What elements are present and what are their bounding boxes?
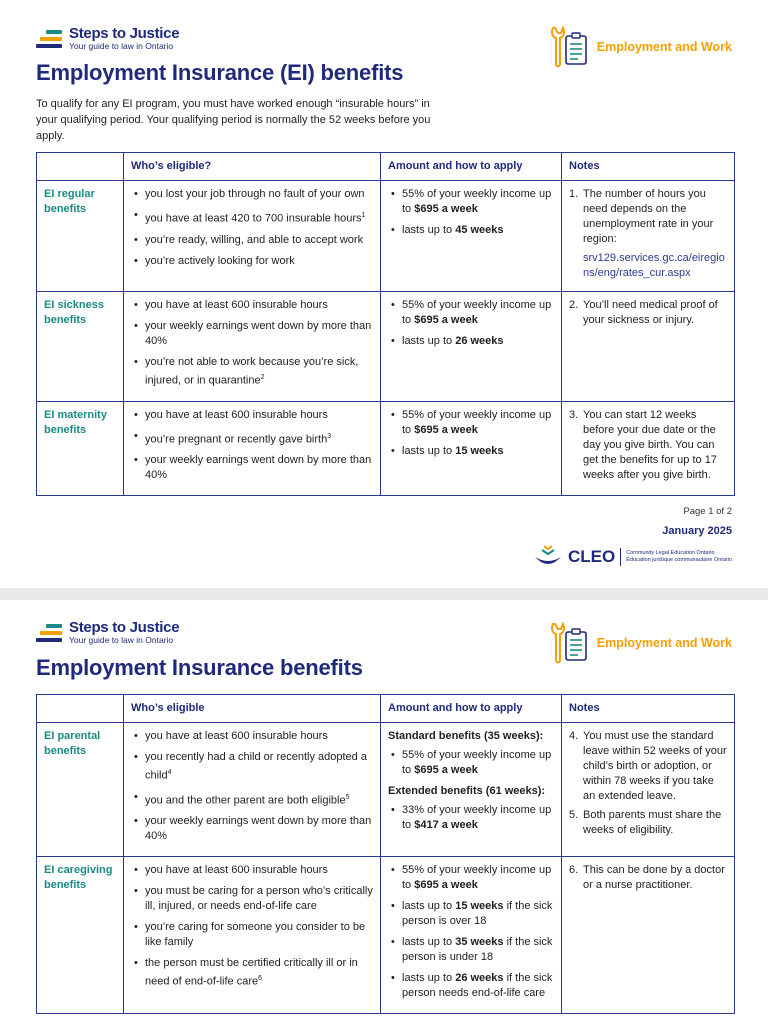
eligibility-item	[131, 429, 373, 448]
wrench-clipboard-icon	[549, 24, 589, 70]
logo-title: Steps to Justice	[69, 25, 180, 42]
page-title: Employment Insurance benefits	[36, 655, 363, 680]
eligibility-text: you and the other parent are both eligible	[145, 794, 346, 807]
notes-list	[569, 408, 727, 483]
eligibility-item	[131, 729, 373, 744]
amount-list	[388, 298, 554, 349]
notes-cell	[562, 401, 735, 496]
steps-to-justice-logo[interactable]	[36, 26, 179, 51]
amount-list	[388, 187, 554, 238]
eligibility-item	[131, 453, 373, 483]
amount-detail: if the sick person needs end-of-life care	[402, 972, 553, 1000]
amount-list	[388, 863, 554, 1001]
header-eligible: Who’s eligible?	[124, 153, 381, 181]
eligibility-text: you lost your job through no fault of your own	[145, 188, 365, 200]
eligibility-text: you recently had a child or recently adopted a child	[145, 751, 367, 782]
amount-value: $695 a week	[414, 203, 478, 215]
notes-list	[569, 729, 727, 838]
amount-subheading: Standard benefits (35 weeks):	[388, 730, 544, 742]
cleo-name-en: Community Legal Education Ontario	[626, 550, 715, 556]
note-item	[569, 298, 727, 328]
notes-list	[569, 863, 727, 893]
cleo-logo[interactable]	[533, 545, 732, 569]
footnote-ref: 6	[258, 975, 263, 983]
eligibility-text: your weekly earnings went down by more than 40%	[145, 815, 372, 843]
eligibility-list	[131, 298, 373, 389]
header-amount: Amount and how to apply	[381, 695, 562, 723]
page-2	[0, 600, 768, 1024]
amount-item	[388, 971, 554, 1001]
amount-item	[388, 334, 554, 349]
amount-text: 55% of your weekly income up to	[402, 749, 552, 776]
amount-item	[388, 187, 554, 217]
notes-cell	[562, 723, 735, 857]
logo-tagline: Your guide to law in Ontario	[69, 635, 174, 645]
topic-header	[549, 24, 732, 70]
note-number: 3.	[569, 408, 579, 421]
steps-logo-icon	[36, 28, 64, 50]
eligibility-text: you’re not able to work because you’re sick, injured, or in quarantine	[145, 356, 359, 387]
amount-value: 26 weeks	[455, 972, 504, 985]
amount-subheading: Extended benefits (61 weeks):	[388, 785, 546, 797]
note-item	[569, 808, 727, 838]
note-text: You must use the standard leave within 52 weeks of your child’s birth or adoption, or within 78 weeks if you take an extended leave.	[583, 730, 727, 802]
page-number: Page 1 of 2	[683, 506, 732, 517]
footnote-ref: 1	[361, 212, 366, 219]
amount-text: 55% of your weekly income up to	[402, 299, 552, 326]
note-item	[569, 863, 727, 893]
benefit-name: EI regular benefits	[37, 181, 124, 292]
amount-value: $695 a week	[414, 314, 478, 326]
topic-header	[549, 620, 732, 666]
eligibility-text: you have at least 420 to 700 insurable hours	[145, 212, 362, 225]
amount-item	[388, 899, 554, 929]
eligibility-text: you must be caring for a person who’s critically ill, injured, or needs end-of-life care	[145, 885, 373, 913]
eligibility-item	[131, 187, 373, 202]
footnote-ref: 2	[260, 374, 265, 381]
header-amount: Amount and how to apply	[381, 153, 562, 181]
amount-item	[388, 748, 554, 778]
header-notes: Notes	[562, 153, 735, 181]
table-row	[37, 292, 735, 402]
eligibility-item	[131, 233, 373, 248]
note-item	[569, 729, 727, 804]
eligibility-item	[131, 884, 373, 914]
amount-value: $695 a week	[414, 879, 478, 892]
eligibility-item	[131, 298, 373, 313]
notes-list	[569, 298, 727, 328]
intro-paragraph: To qualify for any EI program, you must have worked enough “insurable hours” in your qualifying period. Your qualifying period is normally the 52 weeks before you apply.	[36, 98, 431, 142]
eligibility-text: you have at least 600 insurable hours	[145, 408, 328, 421]
note-item	[569, 408, 727, 483]
eligibility-item	[131, 750, 373, 784]
notes-cell	[562, 181, 735, 292]
eligibility-text: the person must be certified critically ill or in need of end-of-life care	[145, 957, 358, 988]
table-row	[37, 181, 735, 292]
amount-value: 15 weeks	[455, 900, 504, 913]
note-text: This can be done by a doctor or a nurse practitioner.	[583, 864, 725, 892]
amount-list	[388, 748, 554, 778]
amount-cell	[381, 857, 562, 1014]
benefits-table-1	[36, 152, 735, 496]
amount-text: 33% of your weekly income up to	[402, 804, 552, 831]
notes-cell	[562, 292, 735, 402]
logo-tagline: Your guide to law in Ontario	[69, 41, 174, 51]
amount-cell	[381, 723, 562, 857]
table-row	[37, 723, 735, 857]
amount-item	[388, 444, 554, 459]
amount-item	[388, 298, 554, 328]
eligibility-cell	[124, 723, 381, 857]
eligibility-list	[131, 187, 373, 269]
amount-text: 55% of your weekly income up to	[402, 408, 552, 436]
eligibility-text: you have at least 600 insurable hours	[145, 730, 328, 742]
steps-to-justice-logo[interactable]	[36, 620, 179, 645]
eligibility-list	[131, 729, 373, 844]
amount-value: 15 weeks	[455, 444, 504, 457]
amount-item	[388, 863, 554, 893]
amount-text: 55% of your weekly income up to	[402, 864, 552, 892]
note-text: You’ll need medical proof of your sickness or injury.	[583, 299, 718, 326]
cleo-name-fr: Éducation juridique communautaire Ontario	[626, 557, 732, 563]
amount-text: lasts up to	[402, 335, 456, 347]
amount-text: lasts up to	[402, 972, 456, 985]
note-number: 2.	[569, 299, 579, 311]
eligibility-text: your weekly earnings went down by more than 40%	[145, 454, 372, 482]
amount-list	[388, 408, 554, 459]
eligibility-item	[131, 408, 373, 423]
note-text: Both parents must share the weeks of eligibility.	[583, 809, 722, 836]
note-item	[569, 187, 727, 281]
eligibility-text: you’re pregnant or recently gave birth	[145, 433, 328, 446]
eligibility-item	[131, 790, 373, 809]
note-text: The number of hours you need depends on the unemployment rate in your region:	[583, 188, 714, 245]
eligibility-list	[131, 408, 373, 484]
amount-value: $695 a week	[414, 764, 478, 776]
eligibility-text: you’re ready, willing, and able to accept work	[145, 233, 364, 246]
amount-detail: if the sick person is over 18	[402, 900, 553, 928]
amount-text: lasts up to	[402, 444, 456, 457]
table-header-row	[37, 695, 735, 723]
amount-text: 55% of your weekly income up to	[402, 188, 552, 215]
note-text: You can start 12 weeks before your due date or the day you give birth. You can get the benefits for up to 17 weeks after you give birth.	[583, 408, 717, 481]
eligibility-cell	[124, 401, 381, 496]
eligibility-text: you’re actively looking for work	[145, 254, 295, 267]
note-number: 6.	[569, 864, 579, 877]
publication-date: January 2025	[662, 525, 732, 537]
table-row	[37, 401, 735, 496]
amount-text: lasts up to	[402, 936, 456, 949]
note-number: 4.	[569, 730, 579, 742]
region-rates-link[interactable]: srv129.services.gc.ca/eiregions/eng/rates_cur.aspx	[583, 252, 725, 279]
footnote-ref: 5	[345, 793, 350, 801]
amount-item	[388, 408, 554, 438]
amount-value: 45 weeks	[455, 224, 504, 236]
eligibility-cell	[124, 292, 381, 402]
eligibility-item	[131, 319, 373, 349]
cleo-logo-icon	[533, 545, 563, 569]
benefits-table-2	[36, 694, 735, 1014]
eligibility-item	[131, 863, 373, 878]
eligibility-text: you’re caring for someone you consider to be like family	[145, 921, 366, 949]
amount-value: $417 a week	[414, 819, 478, 831]
eligibility-item	[131, 814, 373, 844]
amount-value: 35 weeks	[455, 936, 504, 949]
notes-list	[569, 187, 727, 281]
table-row	[37, 857, 735, 1014]
page-title: Employment Insurance (EI) benefits	[36, 60, 404, 85]
eligibility-cell	[124, 857, 381, 1014]
amount-item	[388, 803, 554, 833]
benefit-name: EI parental benefits	[37, 723, 124, 857]
footnote-ref: 4	[167, 769, 172, 776]
topic-label: Employment and Work	[596, 636, 732, 650]
amount-cell	[381, 292, 562, 402]
benefit-name: EI caregiving benefits	[37, 857, 124, 1014]
benefit-name: EI maternity benefits	[37, 401, 124, 496]
header-eligible: Who’s eligible	[124, 695, 381, 723]
amount-cell	[381, 181, 562, 292]
eligibility-text: you have at least 600 insurable hours	[145, 299, 328, 311]
amount-text: lasts up to	[402, 900, 456, 913]
eligibility-text: your weekly earnings went down by more than 40%	[145, 320, 372, 347]
note-number: 5.	[569, 809, 579, 821]
amount-detail: if the sick person is under 18	[402, 936, 553, 964]
benefit-name: EI sickness benefits	[37, 292, 124, 402]
eligibility-item	[131, 920, 373, 950]
amount-item	[388, 935, 554, 965]
table-header-row	[37, 153, 735, 181]
amount-list	[388, 803, 554, 833]
footnote-ref: 3	[327, 432, 332, 440]
eligibility-cell	[124, 181, 381, 292]
logo-title: Steps to Justice	[69, 619, 180, 636]
amount-value: $695 a week	[414, 423, 478, 436]
eligibility-list	[131, 863, 373, 990]
notes-cell	[562, 857, 735, 1014]
eligibility-item	[131, 208, 373, 227]
amount-item	[388, 223, 554, 238]
note-number: 1.	[569, 188, 579, 200]
amount-cell	[381, 401, 562, 496]
amount-text: lasts up to	[402, 224, 456, 236]
cleo-wordmark: CLEO	[567, 547, 616, 566]
eligibility-item	[131, 956, 373, 990]
amount-value: 26 weeks	[455, 335, 504, 347]
steps-logo-icon	[36, 622, 64, 644]
header-notes: Notes	[562, 695, 735, 723]
eligibility-item	[131, 355, 373, 389]
topic-label: Employment and Work	[596, 40, 732, 54]
eligibility-item	[131, 254, 373, 269]
eligibility-text: you have at least 600 insurable hours	[145, 864, 328, 877]
wrench-clipboard-icon	[549, 620, 589, 666]
